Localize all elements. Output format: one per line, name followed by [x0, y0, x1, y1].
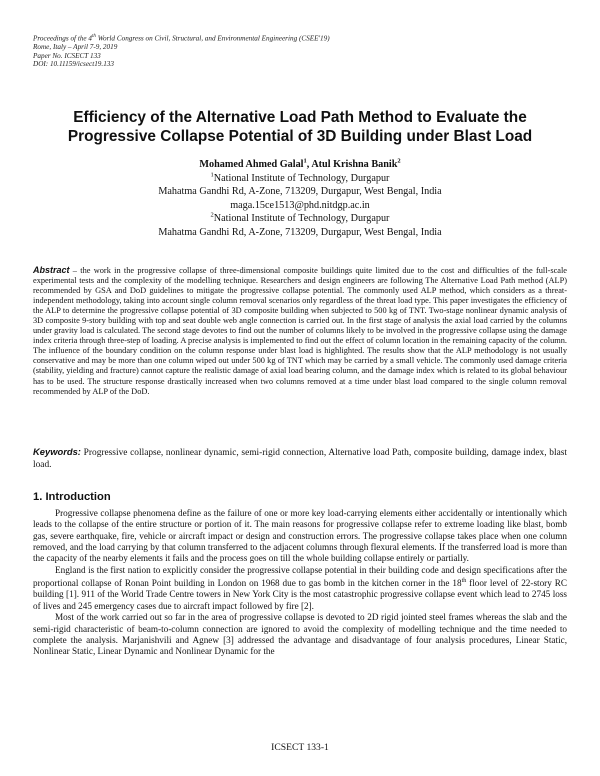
paper-title	[40, 108, 560, 146]
paragraph-3: Most of the work carried out so far in the area of progressive collapse is devoted to 2D rigid jointed steel frames whereas the slab and the semi-rigid characteristic of beam-to-column connection are ignored to avoid the complexity of modelling technique and the time needed to complete the analysis. Marjanishvili and Agnew [3] addressed the advantage and disadvantage of four analysis procedures, Linear Static, Nonlinear Static, Linear Dynamic and Nonlinear Dynamic for the	[33, 612, 567, 657]
keywords	[33, 446, 567, 471]
header-line-paper-no: Paper No. ICSECT 133	[33, 51, 101, 60]
author-block	[0, 158, 600, 239]
page-footer: ICSECT 133-1	[271, 742, 329, 753]
paragraph-2: England is the first nation to explicitly consider the progressive collapse potential in their building code and design specifications after the proportional collapse of Ronan Point building in London on 1968 due to gas bomb in the kitchen corner in the 18th floor level of 22-story RC building [1]. 911 of the World Trade Centre towers in New York City is the most catastrophic progressive collapse event which lead to 2745 loss of lives and 245 emergency cases due to aircraft impact followed by fire [2].	[33, 564, 567, 611]
abstract	[33, 265, 567, 397]
section-heading-introduction: 1. Introduction	[33, 491, 111, 503]
title-line-1: Efficiency of the Alternative Load Path Method to Evaluate the	[73, 109, 527, 126]
author-names: Mohamed Ahmed Galal$^1$, Atul Krishna Banik$^2$	[199, 157, 401, 170]
affiliation-2-institution: $^2$National Institute of Technology, Durgapur	[210, 211, 390, 224]
affiliation-2-address: Mahatma Gandhi Rd, A-Zone, 713209, Durgapur, West Bengal, India	[158, 226, 442, 238]
header-line-doi: DOI: 10.11159/icsect19.133	[33, 60, 114, 69]
keywords-label: Keywords:	[33, 446, 81, 457]
abstract-label: Abstract	[33, 265, 70, 275]
header-line-proceedings: Proceedings of the 4th World Congress on Civil, Structural, and Environmental Engineering (CSEE'19)	[33, 34, 330, 43]
keywords-text: Progressive collapse, nonlinear dynamic, semi-rigid connection, Alternative load Path, composite building, damage index, blast load.	[33, 448, 567, 470]
header-line-location: Rome, Italy – April 7-9, 2019	[33, 42, 118, 51]
author-email: maga.15ce1513@phd.nitdgp.ac.in	[230, 199, 370, 211]
proceedings-header	[33, 33, 330, 69]
affiliation-1-institution: $^1$National Institute of Technology, Durgapur	[210, 171, 390, 184]
introduction-body	[33, 508, 567, 658]
title-line-2: Progressive Collapse Potential of 3D Building under Blast Load	[67, 128, 533, 145]
paragraph-1: Progressive collapse phenomena define as the failure of one or more key load-carrying elements either accidentally or intentionally which leads to the collapse of the entire structure or portion of it. The main reasons for progressive collapse refer to extreme loading like blast, bomb gas, severe earthquake, fire, vehicle or aircraft impact or design and construction errors. The progressive collapse takes place when one column removed, and the load carrying by that column transferred to the adjacent columns through flexural elements. If the transferred load is more than the capacity of the nearby elements it fails and the process goes on till the whole building collapse entirely or partially.	[33, 508, 567, 564]
abstract-text: – the work in the progressive collapse of three-dimensional composite buildings quite limited due to the cost and difficulties of the full-scale experimental tests and the complexity of the modelling technique. Researchers and design engineers are following The Alternative Load Path method (ALP) recommended by GSA and DoD guidelines to mitigate the progressive collapse potential. The commonly used ALP method, which considers as a threat-independent methodology, taking into account single column removal scenarios only regardless of the threat load type. This paper investigates the efficiency of the ALP to determine the progressive collapse potential of 3D composite building when subjected to 500 kg of TNT. Two-stage nonlinear dynamic analysis of 3D composite 9-story building with top and seat double web angle connection is carried out. In the first stage of analysis the axial load carried by the columns under gravity load is calculated. The second stage devotes to find out the number of columns likely to be involved in the progressive collapse using the damage index criteria through three-step of loading. A precise analysis is implemented to find out the effect of column location in the remaining capacity of the column. The influence of the boundary condition on the column response under blast load is highlighted. The results show that the ALP methodology is not usually conservative and may be more than one column wiped out under 500 kg of TNT which may be carried by a small vehicle. The commonly used damage criteria (stability, yielding and fracture) cannot capture the realistic damage of axial load bearing column, and the damage index which is related to its global behaviour has to be used. The structure response drastically increased when two columns removed at a time under blast load compared to the single column removal recommended by ALP of the DoD.	[33, 266, 567, 396]
affiliation-1-address: Mahatma Gandhi Rd, A-Zone, 713209, Durgapur, West Bengal, India	[158, 186, 442, 197]
